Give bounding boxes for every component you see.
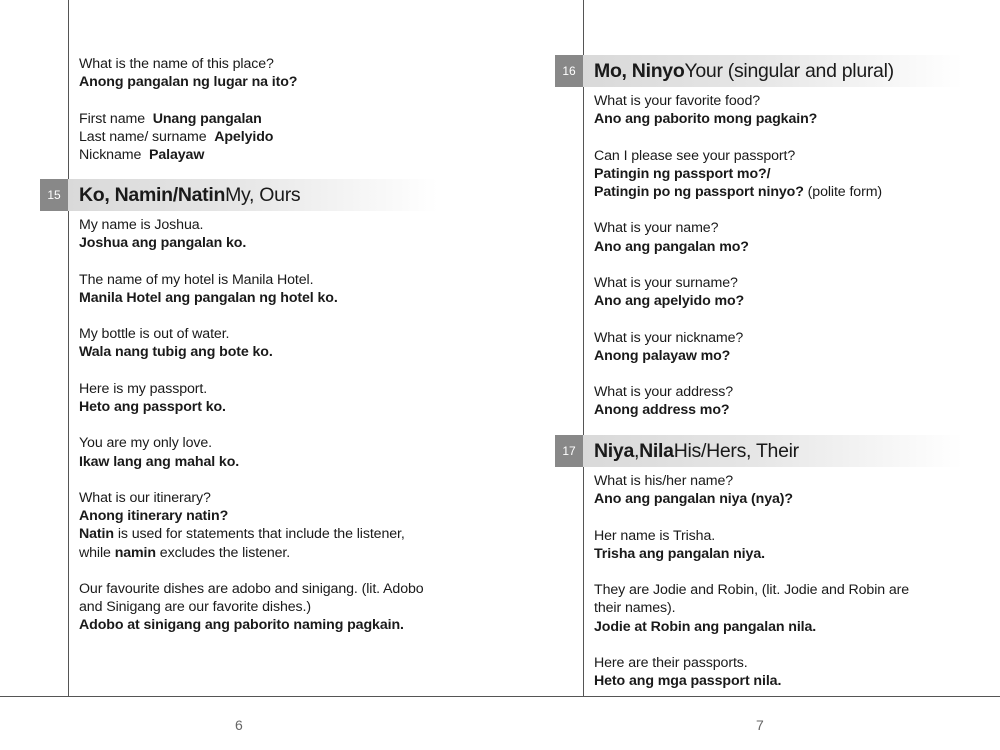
text-line-bold: Patingin po ng passport ninyo?	[594, 184, 804, 200]
text-line: What is your address?	[594, 384, 734, 401]
section-title-bold: Nila	[639, 439, 674, 462]
text-line-bold: Heto ang mga passport nila.	[594, 673, 782, 690]
text-line-bold: Anong palayaw mo?	[594, 347, 731, 364]
text-line-bold: Ano ang pangalan niya (nya)?	[594, 491, 793, 508]
text-line: and Sinigang are our favorite dishes.)	[79, 599, 312, 616]
intro-block	[79, 55, 297, 164]
section-title-rest: My, Ours	[225, 183, 301, 206]
field-translation: Unang pangalan	[152, 110, 262, 127]
field-label: First name	[79, 110, 146, 127]
page-number-right: 7	[756, 717, 764, 733]
text-line-bold: Anong pangalan ng lugar na ito?	[79, 74, 298, 91]
section-title-bold: Niya	[594, 439, 634, 462]
text-line: What is the name of this place?	[79, 56, 274, 72]
section-title-rest: His/Hers, Their	[673, 439, 799, 462]
section-number: 16	[555, 55, 583, 87]
left-margin-rule	[68, 0, 69, 697]
center-gutter-rule	[583, 0, 584, 697]
section-number: 15	[40, 179, 68, 211]
text-line: What is your surname?	[594, 274, 738, 291]
term-bold: Natin	[79, 526, 114, 543]
text-line: Here are their passports.	[594, 654, 748, 671]
section-title-sep: ,	[634, 439, 640, 462]
text-line: They are Jodie and Robin, (lit. Jodie and Robin are	[594, 582, 910, 599]
field-translation: Apelyido	[214, 128, 274, 145]
field-label: Last name/ surname	[79, 128, 207, 145]
text-line-bold: Patingin ng passport mo?/	[594, 165, 771, 182]
section-title	[583, 55, 963, 87]
text-line: Our favourite dishes are adobo and sinigang. (lit. Adobo	[79, 580, 424, 597]
text-fragment: (polite form)	[803, 184, 883, 200]
section-title-bold: Ko, Namin/Natin	[79, 183, 226, 206]
footer-rule	[0, 696, 1000, 697]
text-line: their names).	[594, 600, 676, 617]
text-line: My name is Joshua.	[79, 217, 204, 233]
text-line-bold: Adobo at sinigang ang paborito naming pagkain.	[79, 617, 404, 634]
section-title	[583, 435, 963, 467]
text-line: What is his/her name?	[594, 473, 734, 489]
text-line-bold: Joshua ang pangalan ko.	[79, 235, 247, 252]
section-title	[68, 179, 438, 211]
text-line-bold: Ano ang paborito mong pagkain?	[594, 111, 818, 128]
section-title-bold: Mo, Ninyo	[594, 59, 685, 82]
text-line-bold: Manila Hotel ang pangalan ng hotel ko.	[79, 289, 338, 306]
field-translation: Palayaw	[148, 147, 205, 163]
text-line: My bottle is out of water.	[79, 326, 230, 343]
field-label: Nickname	[79, 147, 142, 163]
text-fragment: excludes the listener.	[155, 544, 291, 561]
text-line: Can I please see your passport?	[594, 147, 796, 164]
section-body-17	[594, 472, 994, 690]
text-fragment: while	[79, 544, 115, 561]
text-line: The name of my hotel is Manila Hotel.	[79, 271, 314, 288]
text-line: What is your nickname?	[594, 329, 744, 346]
section-body-15	[79, 216, 559, 635]
text-line-bold: Ikaw lang ang mahal ko.	[79, 453, 240, 470]
text-line-bold: Trisha ang pangalan niya.	[594, 545, 765, 562]
text-fragment: is used for statements that include the listener,	[113, 526, 405, 543]
text-line-bold: Wala nang tubig ang bote ko.	[79, 344, 273, 361]
term-bold: namin	[114, 544, 156, 561]
text-line: Her name is Trisha.	[594, 527, 716, 544]
text-line: Here is my passport.	[79, 380, 208, 397]
text-line-bold: Ano ang pangalan mo?	[594, 238, 749, 255]
text-line: You are my only love.	[79, 435, 213, 452]
text-line-bold: Jodie at Robin ang pangalan nila.	[594, 618, 817, 635]
section-body-16	[594, 92, 994, 420]
text-line: What is your favorite food?	[594, 93, 761, 109]
page-number-left: 6	[235, 717, 243, 733]
section-number: 17	[555, 435, 583, 467]
text-line-bold: Ano ang apelyido mo?	[594, 293, 745, 310]
section-title-rest: Your (singular and plural)	[684, 59, 894, 82]
text-line: What is your name?	[594, 220, 719, 237]
text-line: What is our itinerary?	[79, 489, 211, 506]
text-line-bold: Anong itinerary natin?	[79, 508, 229, 525]
text-line-bold: Anong address mo?	[594, 402, 730, 419]
text-line-bold: Heto ang passport ko.	[79, 398, 226, 415]
